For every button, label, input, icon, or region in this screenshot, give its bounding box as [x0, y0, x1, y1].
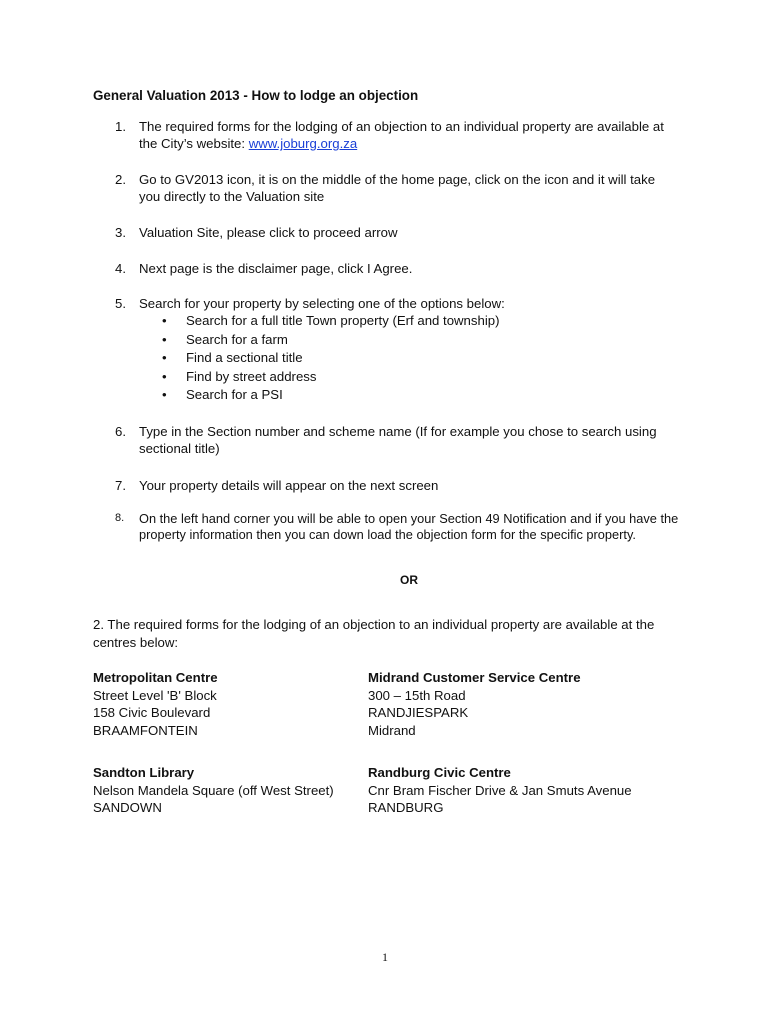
- step-number: 5.: [115, 296, 126, 311]
- search-options-list: [139, 312, 679, 405]
- step-text: Next page is the disclaimer page, click I Agree.: [139, 261, 413, 276]
- step-text: Valuation Site, please click to proceed arrow: [139, 225, 398, 240]
- centre-address-line: SANDOWN: [93, 800, 162, 816]
- centre-address-line: 300 – 15th Road: [368, 687, 466, 703]
- centre-name: Randburg Civic Centre: [368, 765, 511, 780]
- or-separator: OR: [400, 573, 418, 587]
- bullet-icon: •: [162, 368, 167, 384]
- step-number: 1.: [115, 119, 126, 134]
- centre-name: Sandton Library: [93, 765, 195, 780]
- list-item: • Find a sectional title: [139, 349, 679, 368]
- website-link[interactable]: www.joburg.org.za: [248, 136, 358, 151]
- centre-address-line: RANDBURG: [368, 800, 444, 816]
- centre-address-line: RANDJIESPARK: [368, 705, 469, 721]
- step-text: The required forms for the lodging of an objection to an individual property are available at the City’s website: www.joburg.org.za: [139, 119, 664, 151]
- step-number: 7.: [115, 478, 126, 493]
- centre-sandton: [93, 764, 334, 817]
- centre-address-line: Street Level 'B' Block: [93, 687, 217, 703]
- step-number: 8.: [115, 512, 125, 524]
- centre-address-line: Cnr Bram Fischer Drive & Jan Smuts Avenue: [368, 782, 632, 798]
- centre-midrand: [368, 669, 581, 739]
- bullet-icon: •: [162, 350, 167, 366]
- centre-address-line: Nelson Mandela Square (off West Street): [93, 782, 334, 798]
- list-item: • Find by street address: [139, 368, 679, 387]
- step-text: Search for your property by selecting one of the options below: • Search for a full title Town property (Erf and township) • Search for a farm • Find a sectional title • Find by street address • Search for a PSI: [139, 295, 679, 405]
- centre-metropolitan: [93, 669, 218, 739]
- centre-address-line: BRAAMFONTEIN: [93, 722, 198, 738]
- centre-name: Midrand Customer Service Centre: [368, 670, 581, 685]
- centre-randburg: [368, 764, 632, 817]
- page-number: 1: [382, 950, 388, 964]
- centre-name: Metropolitan Centre: [93, 670, 218, 685]
- step-text: Your property details will appear on the next screen: [139, 478, 439, 493]
- step-text: On the left hand corner you will be able to open your Section 49 Notification and if you have the property information then you can down load the objection form for the specific property.: [139, 511, 679, 542]
- step-number: 6.: [115, 424, 126, 439]
- list-item: • Search for a full title Town property (Erf and township): [139, 312, 679, 331]
- step-number: 3.: [115, 225, 126, 240]
- list-item: • Search for a farm: [139, 331, 679, 350]
- step-number: 2.: [115, 172, 126, 187]
- bullet-icon: •: [162, 331, 167, 347]
- step-text: Go to GV2013 icon, it is on the middle of the home page, click on the icon and it will take you directly to the Valuation site: [139, 172, 656, 204]
- alternative-paragraph: 2. The required forms for the lodging of an objection to an individual property are available at the centres below:: [93, 617, 655, 650]
- bullet-icon: •: [162, 313, 167, 328]
- step-text: Type in the Section number and scheme name (If for example you chose to search using sectional title): [139, 424, 657, 456]
- step-number: 4.: [115, 261, 126, 276]
- bullet-icon: •: [162, 387, 167, 403]
- centre-address-line: Midrand: [368, 722, 416, 738]
- list-item: • Search for a PSI: [139, 386, 679, 405]
- document-title: General Valuation 2013 - How to lodge an objection: [93, 88, 419, 103]
- centre-address-line: 158 Civic Boulevard: [93, 705, 211, 721]
